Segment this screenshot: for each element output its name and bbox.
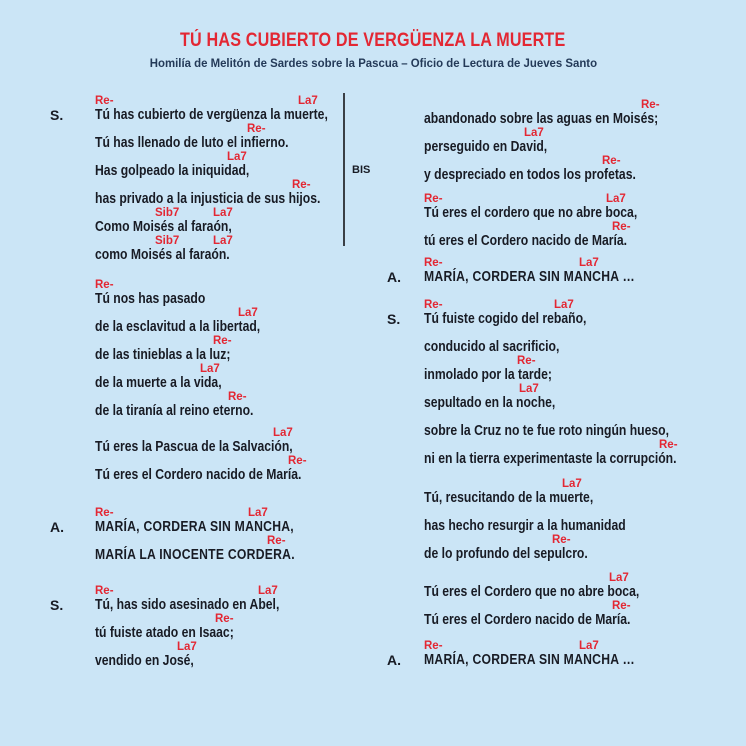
song-line [95,507,360,535]
lyric-text: como Moisés al faraón. [95,247,230,263]
lyric-text: abandonado sobre las aguas en Moisés; [424,111,659,127]
chord-label: La7 [177,641,197,653]
chord-label: Re- [659,439,678,451]
chord-label: La7 [554,299,574,311]
lyric-text: sepultado en la noche, [424,395,556,411]
song-line [424,99,724,127]
stanza [387,640,724,668]
chord-label: Re- [517,355,536,367]
lyric-text: MARÍA, CORDERA SIN MANCHA … [424,269,635,285]
chord-label: Re- [215,613,234,625]
column-right [387,99,724,668]
chord-label: Re- [612,600,631,612]
lyric-text: ni en la tierra experimentaste la corrupción. [424,451,677,467]
chord-label: Re- [641,99,660,111]
song-line [424,221,724,249]
song-line [95,279,360,307]
chord-label: Re- [95,279,114,291]
chord-label: Sib7 [155,235,180,247]
chord-label: La7 [227,151,247,163]
lyric-text: vendido en José, [95,653,194,669]
chord-label: La7 [273,427,293,439]
chord-label: Re- [95,507,114,519]
chord-label: La7 [213,235,233,247]
lyric-text: MARÍA, CORDERA SIN MANCHA, [95,519,294,535]
song-line [424,257,724,285]
song-line [95,391,360,419]
lyric-text: de lo profundo del sepulcro. [424,546,588,562]
song-line [95,307,360,335]
chord-label: La7 [524,127,544,139]
chord-label: La7 [562,478,582,490]
song-line [95,207,360,235]
lyric-text: has privado a la injusticia de sus hijos. [95,191,321,207]
chord-label: La7 [238,307,258,319]
stanza [50,95,360,263]
lyric-text: has hecho resurgir a la humanidad [424,518,626,534]
stanza [387,257,724,285]
lyric-text: tú eres el Cordero nacido de María. [424,233,628,249]
chord-label: Re- [424,299,443,311]
song-line [424,534,724,562]
song-line [424,355,724,383]
chord-label: Sib7 [155,207,180,219]
song-line [424,640,724,668]
song-line [95,455,360,483]
song-line [95,613,360,641]
stanza [424,99,724,183]
song-line [424,506,724,534]
bis-divider-line [343,93,345,246]
stanza-marker: S. [387,311,401,327]
chord-label: Re- [267,535,286,547]
stanza [424,411,724,467]
song-line [424,383,724,411]
chord-label: La7 [213,207,233,219]
chord-label: Re- [288,455,307,467]
song-line [424,439,724,467]
stanza-marker: S. [50,107,64,123]
stanza-marker: A. [50,519,64,535]
lyric-text: Tú has cubierto de vergüenza la muerte, [95,107,328,123]
stanza-marker: A. [387,652,401,668]
stanza-marker: A. [387,269,401,285]
song-line [95,535,360,563]
chord-label: La7 [519,383,539,395]
stanza [95,279,360,419]
page-title: TÚ HAS CUBIERTO DE VERGÜENZA LA MUERTE [180,30,566,51]
song-line [424,299,724,327]
lyric-text: Tú has llenado de luto el infierno. [95,135,289,151]
lyric-text: y despreciado en todos los profetas. [424,167,636,183]
lyric-text: sobre la Cruz no te fue roto ningún hueso, [424,423,669,439]
page-subheader [0,54,746,72]
song-line [95,641,360,669]
lyric-text: Tú, has sido asesinado en Abel, [95,597,280,613]
chord-label: Re- [247,123,266,135]
song-line [424,327,724,355]
lyric-text: Tú, resucitando de la muerte, [424,490,594,506]
song-line [95,95,360,123]
song-line [424,193,724,221]
lyric-text: de las tinieblas a la luz; [95,347,231,363]
chord-label: La7 [200,363,220,375]
lyric-text: inmolado por la tarde; [424,367,552,383]
stanza [424,193,724,249]
song-line [95,235,360,263]
stanza [50,585,360,669]
lyric-text: MARÍA, CORDERA SIN MANCHA … [424,652,635,668]
song-line [424,600,724,628]
lyric-text: Tú fuiste cogido del rebaño, [424,311,587,327]
chord-label: Re- [602,155,621,167]
chord-label: La7 [609,572,629,584]
chord-label: La7 [298,95,318,107]
lyric-text: tú fuiste atado en Isaac; [95,625,234,641]
song-line [95,179,360,207]
chord-label: La7 [579,640,599,652]
chord-label: Re- [424,640,443,652]
stanza [424,478,724,562]
lyric-text: de la tiranía al reino eterno. [95,403,254,419]
chord-label: Re- [95,95,114,107]
column-left [50,95,360,669]
chord-label: Re- [424,257,443,269]
lyric-text: Tú eres el Cordero nacido de María. [424,612,631,628]
song-line [424,572,724,600]
song-line [424,127,724,155]
song-line [95,123,360,151]
stanza [95,427,360,483]
chord-label: Re- [424,193,443,205]
stanza [387,299,724,411]
chord-label: La7 [258,585,278,597]
song-line [95,151,360,179]
lyric-text: Tú nos has pasado [95,291,206,307]
chord-label: Re- [612,221,631,233]
bis-label: BIS [352,164,371,176]
page-header [0,30,746,52]
lyric-text: de la muerte a la vida, [95,375,222,391]
lyric-text: perseguido en David, [424,139,548,155]
song-line [424,155,724,183]
stanza [50,507,360,563]
lyric-text: MARÍA LA INOCENTE CORDERA. [95,547,295,563]
lyric-text: de la esclavitud a la libertad, [95,319,261,335]
song-line [95,363,360,391]
lyric-text: Como Moisés al faraón, [95,219,232,235]
lyric-text: Tú eres el Cordero nacido de María. [95,467,302,483]
lyric-text: Tú eres la Pascua de la Salvación, [95,439,293,455]
lyric-text: Tú eres el cordero que no abre boca, [424,205,638,221]
song-line [424,478,724,506]
song-line [95,427,360,455]
chord-label: Re- [228,391,247,403]
lyric-text: Tú eres el Cordero que no abre boca, [424,584,640,600]
chord-label: Re- [552,534,571,546]
stanza [424,572,724,628]
chord-label: Re- [213,335,232,347]
chord-label: Re- [95,585,114,597]
chord-label: La7 [248,507,268,519]
song-line [424,411,724,439]
song-line [95,585,360,613]
lyric-text: conducido al sacrificio, [424,339,560,355]
chord-label: La7 [579,257,599,269]
page-subtitle: Homilía de Melitón de Sardes sobre la Pascua – Oficio de Lectura de Jueves Santo [149,56,597,70]
stanza-marker: S. [50,597,64,613]
chord-label: Re- [292,179,311,191]
chord-label: La7 [606,193,626,205]
lyric-text: Has golpeado la iniquidad, [95,163,250,179]
song-line [95,335,360,363]
